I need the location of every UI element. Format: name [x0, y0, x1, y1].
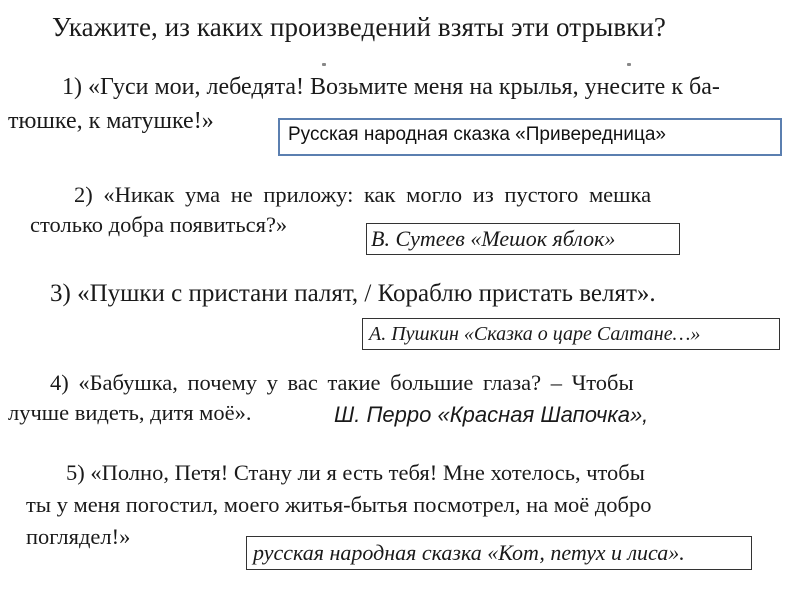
answer-3-box	[362, 318, 780, 350]
question-2-line-2: столько добра появиться?»	[30, 212, 288, 237]
scan-artifact	[322, 63, 326, 66]
answer-5-text: русская народная сказка «Кот, петух и лиса».	[253, 540, 685, 565]
answer-4-text: Ш. Перро «Красная Шапочка»,	[334, 402, 649, 427]
question-5-line-3: поглядел!»	[26, 524, 131, 549]
question-3-line-1: 3) «Пушки с пристани палят, / Кораблю пристать велят».	[50, 280, 656, 307]
question-5-line-1: 5) «Полно, Петя! Стану ли я есть тебя! Мне хотелось, чтобы	[66, 460, 645, 485]
scan-artifact	[627, 63, 631, 66]
question-4-line-1: 4) «Бабушка, почему у вас такие большие глаза? – Чтобы	[50, 370, 634, 395]
answer-1-box	[278, 118, 782, 156]
question-4-line-2: лучше видеть, дитя моё».	[8, 400, 252, 425]
answer-2-text: В. Сутеев «Мешок яблок»	[371, 226, 616, 251]
answer-3-text: А. Пушкин «Сказка о царе Салтане…»	[369, 323, 701, 345]
question-1-line-2: тюшке, к матушке!»	[8, 108, 214, 134]
answer-1-text: Русская народная сказка «Привередница»	[288, 124, 666, 145]
answer-5-box	[246, 536, 752, 570]
question-2-line-1: 2) «Никак ума не приложу: как могло из пустого мешка	[74, 182, 652, 207]
question-5-line-2: ты у меня погостил, моего житья-бытья посмотрел, на моё добро	[26, 492, 652, 517]
question-1-line-1: 1) «Гуси мои, лебедята! Возьмите меня на крылья, унесите к ба-	[62, 74, 720, 100]
page-title: Укажите, из каких произведений взяты эти отрывки?	[52, 12, 667, 42]
answer-2-box	[366, 223, 680, 255]
